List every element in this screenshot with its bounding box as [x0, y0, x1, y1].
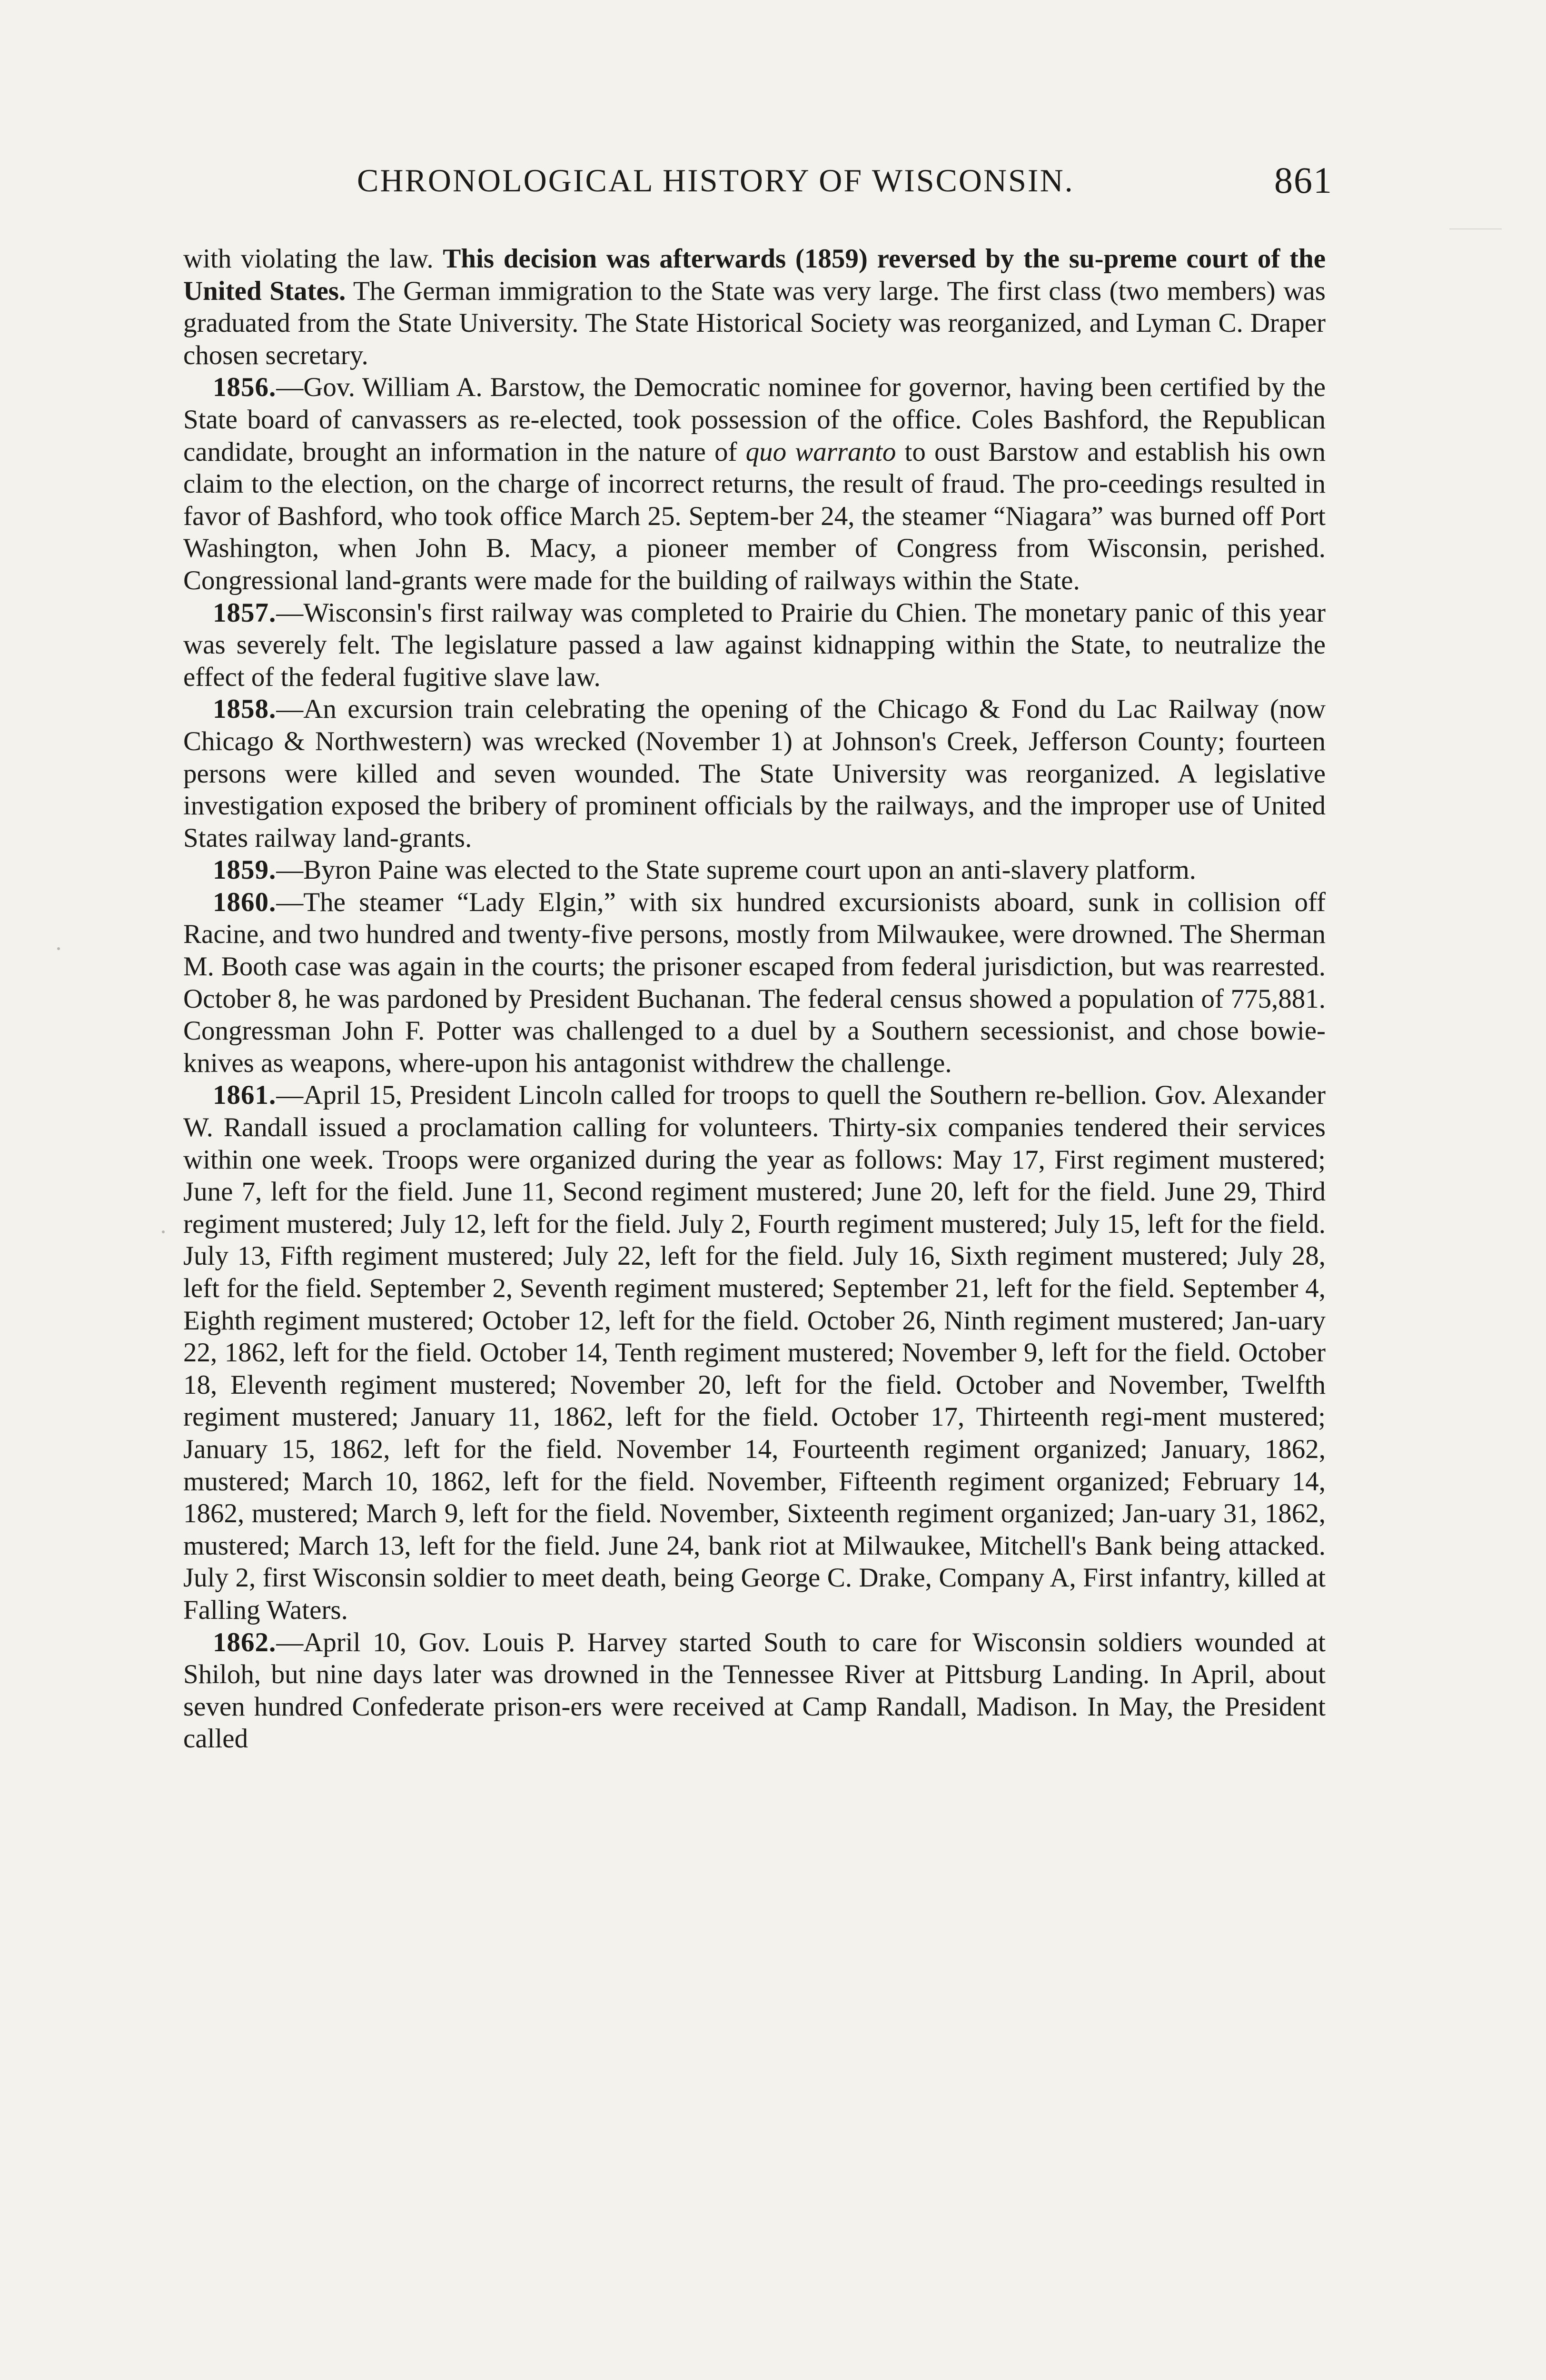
- entry-text: —The steamer “Lady Elgin,” with six hundred excursionists aboard, sunk in collision off Racine, and two hundred and twenty-five persons, mostly from Milwaukee, were drowned. The Sherman M. Booth case was again in the courts; the prisoner escaped from federal jurisdiction, but was rearrested. October 8, he was pardoned by President Buchanan. The federal census showed a population of 775,881. Congressman John F. Potter was challenged to a duel by a Southern secessionist, and chose bowie-knives as weapons, where-upon his antagonist withdrew the challenge.: [183, 887, 1326, 1078]
- margin-mark: [1449, 228, 1502, 229]
- entry-year: 1861.: [213, 1080, 277, 1111]
- entry-year: 1862.: [213, 1627, 277, 1657]
- entry-year: 1859.: [213, 855, 277, 885]
- entry-year: 1856.: [213, 372, 277, 403]
- intro-text-1: with violating the law.: [183, 244, 443, 274]
- entry-text: —Wisconsin's first railway was completed to Prairie du Chien. The monetary panic of this year was severely felt. The legislature passed a law against kidnapping within the State, to neutralize the effect of the federal fugitive slave law.: [183, 597, 1326, 692]
- entry-1861: [183, 1079, 1326, 1626]
- entry-text: —April 15, President Lincoln called for troops to quell the Southern re-bellion. Gov. Alexander W. Randall issued a proclamation calling for volunteers. Thirty-six companies tendered their services within one week. Troops were organized during the year as follows: May 17, First regiment mustered; June 7, left for the field. June 11, Second regiment mustered; June 20, left for the field. June 29, Third regiment mustered; July 12, left for the field. July 2, Fourth regiment mustered; July 15, left for the field. July 13, Fifth regiment mustered; July 22, left for the field. July 16, Sixth regiment mustered; July 28, left for the field. September 2, Seventh regiment mustered; September 21, left for the field. September 4, Eighth regiment mustered; October 12, left for the field. October 26, Ninth regiment mustered; Jan-uary 22, 1862, left for the field. October 14, Tenth regiment mustered; November 9, left for the field. October 18, Eleventh regiment mustered; November 20, left for the field. October and November, Twelfth regiment mustered; January 11, 1862, left for the field. October 17, Thirteenth regi-ment mustered; January 15, 1862, left for the field. November 14, Fourteenth regiment organized; January, 1862, mustered; March 10, 1862, left for the field. November, Fifteenth regiment organized; February 14, 1862, mustered; March 9, left for the field. November, Sixteenth regiment organized; Jan-uary 31, 1862, mustered; March 13, left for the field. June 24, bank riot at Milwaukee, Mitchell's Bank being attacked. July 2, first Wisconsin soldier to meet death, being George C. Drake, Company A, First infantry, killed at Falling Waters.: [183, 1080, 1326, 1625]
- page-header: [357, 159, 1333, 214]
- entry-year: 1858.: [213, 694, 277, 724]
- entry-text: —Byron Paine was elected to the State supreme court upon an anti-slavery platform.: [276, 855, 1196, 885]
- entry-1860: [183, 886, 1326, 1080]
- entry-1856: [183, 371, 1326, 596]
- entry-1862: [183, 1626, 1326, 1755]
- running-head: CHRONOLOGICAL HISTORY OF WISCONSIN.: [357, 162, 1074, 198]
- paper-speck: [57, 947, 60, 950]
- entry-1858: [183, 693, 1326, 854]
- entry-1859: [183, 854, 1326, 886]
- intro-bold-sentence: This decision was afterwards (1859) reversed by the su-preme court of the United States.: [183, 244, 1326, 306]
- paper-speck: [162, 1230, 165, 1233]
- entry-text: —An excursion train celebrating the opening of the Chicago & Fond du Lac Railway (now Chicago & Northwestern) was wrecked (November 1) at Johnson's Creek, Jefferson County; fourteen persons were killed and seven wounded. The State University was reorganized. A legislative investigation exposed the bribery of prominent officials by the railways, and the improper use of United States railway land-grants.: [183, 694, 1326, 853]
- entry-italic-term: quo warranto: [745, 436, 896, 467]
- entry-text: to oust Barstow and establish his own claim to the election, on the charge of incorrect returns, the result of fraud. The pro-ceedings resulted in favor of Bashford, who took office March 25. Septem-ber 24, the steamer “Niagara” was burned off Port Washington, when John B. Macy, a pioneer member of Congress from Wisconsin, perished. Congressional land-grants were made for the building of railways within the State.: [183, 436, 1326, 595]
- entry-year: 1857.: [213, 597, 277, 628]
- body-text: [183, 243, 1326, 1755]
- entry-1857: [183, 597, 1326, 694]
- entry-text: —Gov. William A. Barstow, the Democratic nominee for governor, having been certified by the State board of canvassers as re-elected, took possession of the office. Coles Bashford, the Republican candidate, brought an information in the nature of: [183, 372, 1326, 467]
- intro-paragraph: [183, 243, 1326, 371]
- entry-text: —April 10, Gov. Louis P. Harvey started South to care for Wisconsin soldiers wounded at Shiloh, but nine days later was drowned in the Tennessee River at Pittsburg Landing. In April, about seven hundred Confederate prison-ers were received at Camp Randall, Madison. In May, the President called: [183, 1627, 1326, 1754]
- intro-text-2: The German immigration to the State was very large. The first class (two members) was graduated from the State University. The State Historical Society was reorganized, and Lyman C. Draper chosen secretary.: [183, 276, 1326, 370]
- entry-year: 1860.: [213, 887, 277, 917]
- page-number: 861: [1274, 159, 1333, 201]
